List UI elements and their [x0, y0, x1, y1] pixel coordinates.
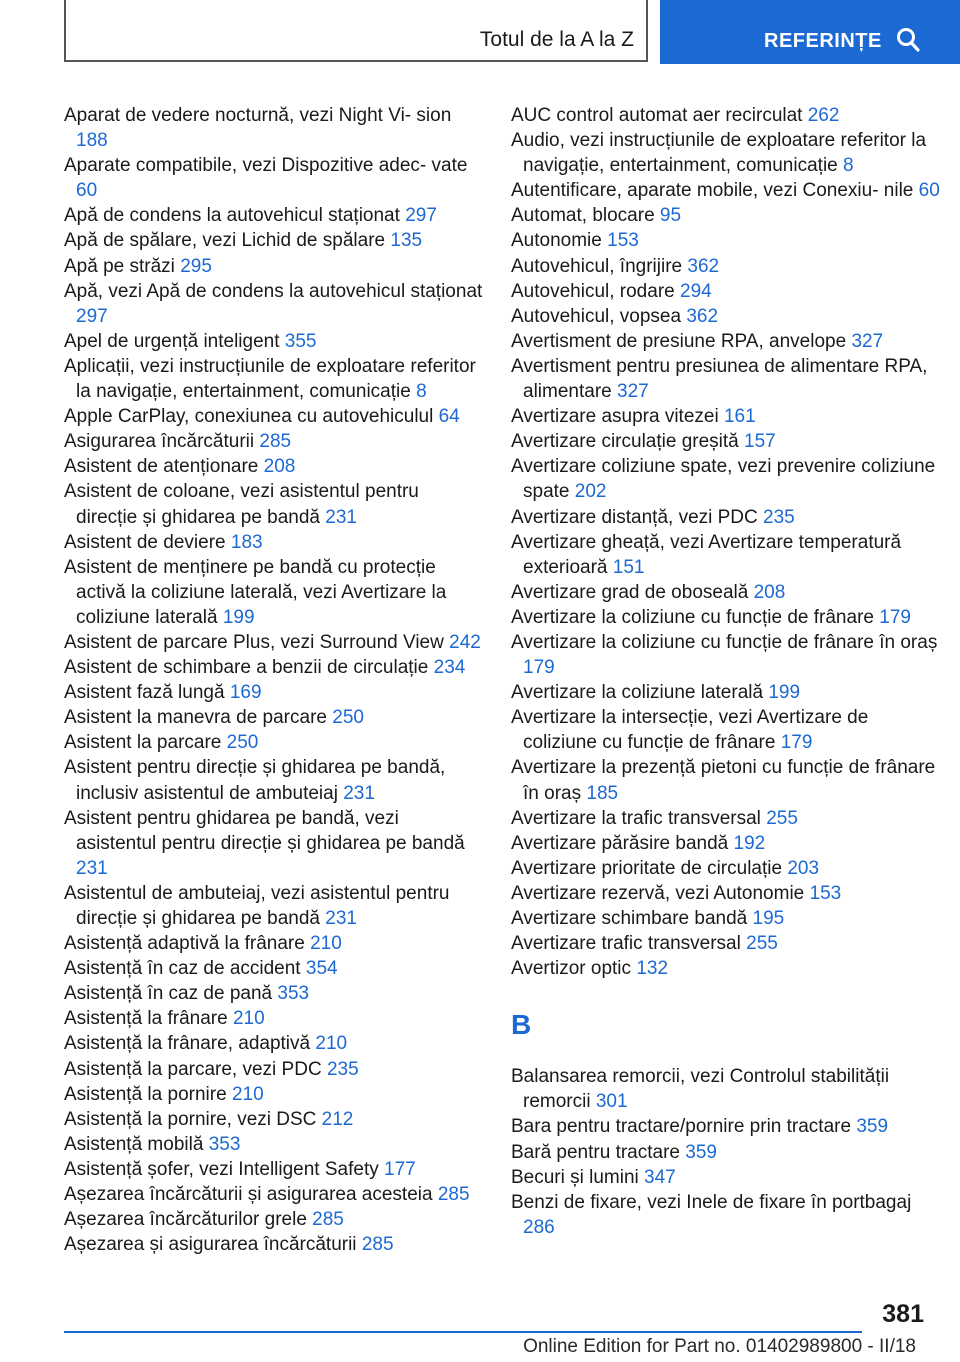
index-entry-text: Avertisment de presiune RPA, anvelope	[511, 330, 847, 352]
page-link[interactable]: 153	[809, 882, 842, 904]
index-entry	[64, 630, 484, 655]
page-link[interactable]: 235	[326, 1058, 359, 1080]
index-entry-text: Apel de urgență inteligent	[64, 330, 280, 352]
index-entry-text: Avertizare la intersecție, vezi Avertizare de coliziune cu funcție de frânare	[511, 707, 869, 754]
index-entry	[511, 254, 941, 279]
page-link[interactable]: 210	[232, 1008, 265, 1030]
page-number: 381	[882, 1300, 924, 1328]
page-link[interactable]: 286	[523, 1216, 555, 1238]
page-link[interactable]: 301	[595, 1091, 628, 1113]
page-link[interactable]: 177	[384, 1158, 416, 1180]
index-entry	[64, 153, 484, 203]
index-entry	[511, 580, 941, 605]
index-entry	[511, 530, 941, 580]
page-link[interactable]: 161	[723, 406, 756, 428]
index-entry-text: Balansarea remorcii, vezi Controlul stabilității remorcii	[511, 1066, 890, 1113]
index-entry-text: Avertizare gheață, vezi Avertizare temperatură exterioară	[511, 531, 902, 578]
page-header	[64, 0, 960, 66]
index-entry-text: Avertizare la coliziune cu funcție de frânare în oraș	[511, 631, 938, 653]
index-entry	[64, 1107, 484, 1132]
section-letter: B	[511, 1009, 532, 1041]
index-column-left	[64, 103, 484, 1257]
page-link[interactable]: 195	[752, 908, 785, 929]
index-entry-text: Aparate compatibile, vezi Dispozitive adec- vate	[64, 155, 468, 177]
index-entry	[511, 1140, 941, 1165]
index-entry	[511, 329, 941, 354]
index-entry	[511, 931, 941, 956]
page-link[interactable]: 285	[437, 1184, 470, 1206]
index-entry-text: Apă de spălare, vezi Lichid de spălare	[64, 230, 386, 252]
index-entry-text: Asistent de menținere pe bandă cu protecție activă la coliziune laterală, vezi Avertizare la coliziune laterală	[64, 556, 447, 628]
index-entry	[511, 856, 941, 881]
page-link[interactable]: 355	[284, 330, 317, 352]
page-link[interactable]: 327	[617, 381, 649, 403]
index-entry	[64, 956, 484, 981]
index-entry-text: Avertizor optic	[511, 958, 632, 980]
index-entry	[511, 1064, 941, 1114]
index-entry-text: Avertizare grad de oboseală	[511, 581, 749, 603]
index-entry-text: Bara pentru tractare/pornire prin tractare	[511, 1116, 852, 1138]
page-link[interactable]: 188	[76, 130, 108, 152]
index-entry	[511, 103, 941, 128]
page-link[interactable]: 157	[744, 431, 776, 453]
index-entry	[511, 806, 941, 831]
index-entry	[64, 1207, 484, 1232]
index-entry	[64, 279, 484, 329]
index-entry-text: Asistență adaptivă la frânare	[64, 933, 305, 955]
page-link[interactable]: 210	[315, 1033, 348, 1055]
index-entry	[64, 555, 484, 630]
page-link[interactable]: 208	[263, 456, 296, 478]
page-link[interactable]: 362	[686, 305, 719, 327]
index-entry-text: Audio, vezi instrucțiunile de exploatare referitor la navigație, entertainment, comunicație	[511, 130, 927, 177]
footer-edition: Online Edition for Part no. 01402989800 - II/18	[523, 1336, 916, 1357]
index-entry-text: Asistență șofer, vezi Intelligent Safety	[64, 1158, 379, 1180]
page-link[interactable]: 359	[856, 1116, 889, 1138]
index-entry	[64, 354, 484, 404]
page-link[interactable]: 285	[361, 1234, 394, 1256]
index-entry-text: Apă pe străzi	[64, 255, 175, 277]
index-entry	[64, 404, 484, 429]
index-entry	[511, 755, 941, 805]
page-link[interactable]: 297	[405, 205, 437, 227]
page-link[interactable]: 353	[208, 1133, 241, 1155]
page-link[interactable]: 179	[780, 732, 813, 754]
index-entry	[511, 630, 941, 680]
index-entry-text: Automat, blocare	[511, 205, 655, 227]
index-entry	[511, 831, 941, 856]
index-entry	[64, 931, 484, 956]
page-link[interactable]: 60	[918, 180, 940, 202]
page-link[interactable]: 183	[230, 531, 263, 553]
index-entry	[511, 956, 941, 981]
index-entry	[64, 530, 484, 555]
page-link[interactable]: 135	[390, 230, 423, 252]
page-link[interactable]: 285	[312, 1209, 344, 1231]
page-link[interactable]: 255	[746, 933, 778, 955]
page-link[interactable]: 255	[766, 807, 798, 829]
footer-divider	[64, 1331, 862, 1333]
index-entry-text: Avertizare părăsire bandă	[511, 832, 729, 854]
index-entry	[64, 479, 484, 529]
index-entry-text: Asistent pentru direcție și ghidarea pe bandă, inclusiv asistentul de ambuteiaj	[64, 757, 446, 804]
index-entry	[64, 329, 484, 354]
section-tab[interactable]	[64, 0, 648, 62]
index-entry-text: Asistent de atenționare	[64, 456, 259, 478]
index-entry-text: Autovehicul, îngrijire	[511, 255, 683, 277]
index-entry	[64, 254, 484, 279]
index-entry	[511, 505, 941, 530]
page-link[interactable]: 295	[180, 255, 212, 277]
page-link[interactable]: 327	[851, 330, 884, 352]
index-entry	[511, 680, 941, 705]
index-entry	[511, 178, 941, 203]
index-entry-text: Asistență la frânare, adaptivă	[64, 1033, 311, 1055]
page-link[interactable]: 199	[768, 682, 801, 704]
index-entry	[511, 1114, 941, 1139]
index-entry-text: Avertizare schimbare bandă	[511, 908, 748, 929]
index-entry	[64, 454, 484, 479]
index-entry-text: Avertisment pentru presiunea de alimentare RPA, alimentare	[511, 355, 928, 403]
index-entry	[511, 1190, 941, 1240]
index-entry-text: Avertizare la coliziune laterală	[511, 682, 764, 704]
page-link[interactable]: 210	[310, 933, 342, 955]
page-link[interactable]: 242	[449, 631, 481, 653]
index-entry-text: Avertizare la prezență pietoni cu funcție de frânare în oraș	[511, 757, 936, 804]
page-link[interactable]: 359	[685, 1141, 717, 1163]
index-entry	[64, 1031, 484, 1056]
page-link[interactable]: 210	[231, 1083, 264, 1105]
page-link[interactable]: 8	[416, 381, 427, 403]
index-entry-text: Becuri și lumini	[511, 1166, 639, 1188]
index-entry-text: Autentificare, aparate mobile, vezi Conexiu- nile	[511, 180, 914, 202]
index-entry-text: Apă, vezi Apă de condens la autovehicul staționat	[64, 280, 483, 302]
page-link[interactable]: 294	[680, 280, 712, 302]
index-entry-text: Avertizare circulație greșită	[511, 431, 739, 453]
chapter-tab[interactable]	[660, 0, 960, 64]
page-link[interactable]: 199	[222, 606, 255, 628]
index-entry-text: Asistență la pornire	[64, 1083, 227, 1105]
page-link[interactable]: 185	[586, 782, 619, 804]
page-link[interactable]: 64	[438, 406, 460, 428]
page-link[interactable]: 297	[76, 305, 108, 327]
page-link[interactable]: 362	[687, 255, 720, 277]
index-entry-text: Avertizare asupra vitezei	[511, 406, 719, 428]
index-entry	[511, 454, 941, 504]
index-entry	[511, 429, 941, 454]
index-entry-text: Apple CarPlay, conexiunea cu autovehiculul	[64, 406, 434, 428]
index-entry	[64, 680, 484, 705]
index-entry	[64, 1132, 484, 1157]
index-entry	[511, 304, 941, 329]
page-link[interactable]: 354	[305, 958, 338, 980]
index-entry-text: Autovehicul, rodare	[511, 280, 675, 302]
index-entry-text: Asistent fază lungă	[64, 682, 225, 704]
index-entry	[511, 354, 941, 404]
index-entry	[64, 730, 484, 755]
page-link[interactable]: 285	[259, 431, 292, 453]
index-entry	[64, 655, 484, 680]
index-entry	[511, 906, 941, 931]
index-entry-text: Asistent pentru ghidarea pe bandă, vezi asistentul pentru direcție și ghidarea pe bandă	[64, 807, 465, 854]
page-link[interactable]: 202	[574, 481, 607, 503]
index-entry	[64, 1057, 484, 1082]
page-link[interactable]: 95	[659, 205, 682, 227]
index-entry-text: Autovehicul, vopsea	[511, 305, 682, 327]
index-entry-text: Asistență la pornire, vezi DSC	[64, 1108, 317, 1130]
index-entry	[64, 1082, 484, 1107]
index-entry	[64, 806, 484, 881]
page-link[interactable]: 60	[76, 180, 98, 202]
index-entry-text: Asistență în caz de accident	[64, 958, 301, 980]
index-entry-text: Avertizare la coliziune cu funcție de frânare	[511, 606, 874, 628]
page-link[interactable]: 231	[325, 506, 357, 528]
page-link[interactable]: 231	[76, 857, 108, 879]
index-entry-text: Asistență la frânare	[64, 1008, 228, 1030]
index-entry-text: Aplicații, vezi instrucțiunile de exploatare referitor la navigație, entertainment, comunicație	[64, 355, 476, 403]
page-link[interactable]: 179	[879, 606, 911, 628]
page-link[interactable]: 203	[787, 857, 820, 879]
index-entry-text: Așezarea încărcăturilor grele	[64, 1209, 307, 1231]
index-entry-text: AUC control automat aer recirculat	[511, 105, 803, 126]
index-entry	[511, 1165, 941, 1190]
page-link[interactable]: 132	[636, 958, 669, 980]
page-link[interactable]: 353	[277, 983, 310, 1005]
page-link[interactable]: 208	[753, 581, 786, 603]
index-entry	[511, 705, 941, 755]
index-entry-text: Așezarea încărcăturii și asigurarea acesteia	[64, 1184, 433, 1206]
index-entry-text: Avertizare trafic transversal	[511, 933, 741, 955]
index-entry	[64, 429, 484, 454]
index-entry	[511, 228, 941, 253]
page-link[interactable]: 231	[325, 908, 357, 929]
index-entry	[64, 103, 484, 153]
page-link[interactable]: 250	[226, 732, 259, 754]
page-link[interactable]: 192	[733, 832, 766, 854]
page-link[interactable]: 262	[807, 105, 840, 126]
page-link[interactable]: 235	[763, 506, 795, 528]
index-entry	[64, 1006, 484, 1031]
index-entry-text: Bară pentru tractare	[511, 1141, 680, 1163]
index-entry-text: Asistent la parcare	[64, 732, 222, 754]
index-entry	[511, 279, 941, 304]
index-entry-text: Asigurarea încărcăturii	[64, 431, 255, 453]
index-entry-text: Benzi de fixare, vezi Inele de fixare în portbagaj	[511, 1191, 912, 1213]
index-entry-text: Asistentul de ambuteiaj, vezi asistentul pentru direcție și ghidarea pe bandă	[64, 882, 450, 929]
index-entry	[64, 981, 484, 1006]
index-entry	[64, 881, 484, 931]
page-link[interactable]: 8	[843, 155, 854, 177]
index-entry-text: Avertizare coliziune spate, vezi prevenire coliziune spate	[511, 456, 936, 503]
index-entry	[511, 605, 941, 630]
index-entry-text: Apă de condens la autovehicul staționat	[64, 205, 400, 227]
index-entry	[64, 228, 484, 253]
page-link[interactable]: 250	[332, 707, 364, 729]
index-entry-text: Asistență la parcare, vezi PDC	[64, 1058, 322, 1080]
index-column-right	[511, 103, 941, 1240]
index-entry	[511, 404, 941, 429]
search-icon[interactable]	[896, 27, 920, 53]
index-entry-text: Avertizare prioritate de circulație	[511, 857, 783, 879]
index-entry	[64, 755, 484, 805]
index-entry-text: Asistent de schimbare a benzii de circulație	[64, 657, 429, 679]
index-entry-text: Avertizare rezervă, vezi Autonomie	[511, 882, 805, 904]
index-entry-text: Așezarea și asigurarea încărcăturii	[64, 1234, 357, 1256]
index-entry-text: Asistent la manevra de parcare	[64, 707, 327, 729]
chapter-title: REFERINȚE	[764, 30, 882, 52]
index-entry	[511, 881, 941, 906]
page-link[interactable]: 231	[343, 782, 375, 804]
section-title: Totul de la A la Z	[479, 28, 634, 51]
index-entry-text: Asistent de coloane, vezi asistentul pentru direcție și ghidarea pe bandă	[64, 481, 419, 528]
index-entry	[511, 203, 941, 228]
index-entry	[64, 1182, 484, 1207]
page-link[interactable]: 179	[523, 657, 555, 679]
index-entry	[64, 1232, 484, 1257]
page-link[interactable]: 151	[612, 556, 645, 578]
index-entry-text: Avertizare distanță, vezi PDC	[511, 506, 758, 528]
index-entry	[511, 128, 941, 178]
index-entry	[64, 1157, 484, 1182]
index-entry	[64, 705, 484, 730]
page-link[interactable]: 234	[433, 657, 466, 679]
page-link[interactable]: 169	[229, 682, 262, 704]
index-entry-text: Asistență mobilă	[64, 1133, 204, 1155]
index-entry-text: Asistent de deviere	[64, 531, 226, 553]
page-link[interactable]: 347	[644, 1166, 676, 1188]
index-entry-text: Asistență în caz de pană	[64, 983, 273, 1005]
page-link[interactable]: 153	[607, 230, 639, 252]
index-entry-text: Avertizare la trafic transversal	[511, 807, 761, 829]
index-entry	[64, 203, 484, 228]
index-entry-text: Aparat de vedere nocturnă, vezi Night Vi- sion	[64, 105, 452, 126]
index-entry-text: Asistent de parcare Plus, vezi Surround View	[64, 631, 444, 653]
page-link[interactable]: 212	[321, 1108, 354, 1130]
index-entry-text: Autonomie	[511, 230, 602, 252]
